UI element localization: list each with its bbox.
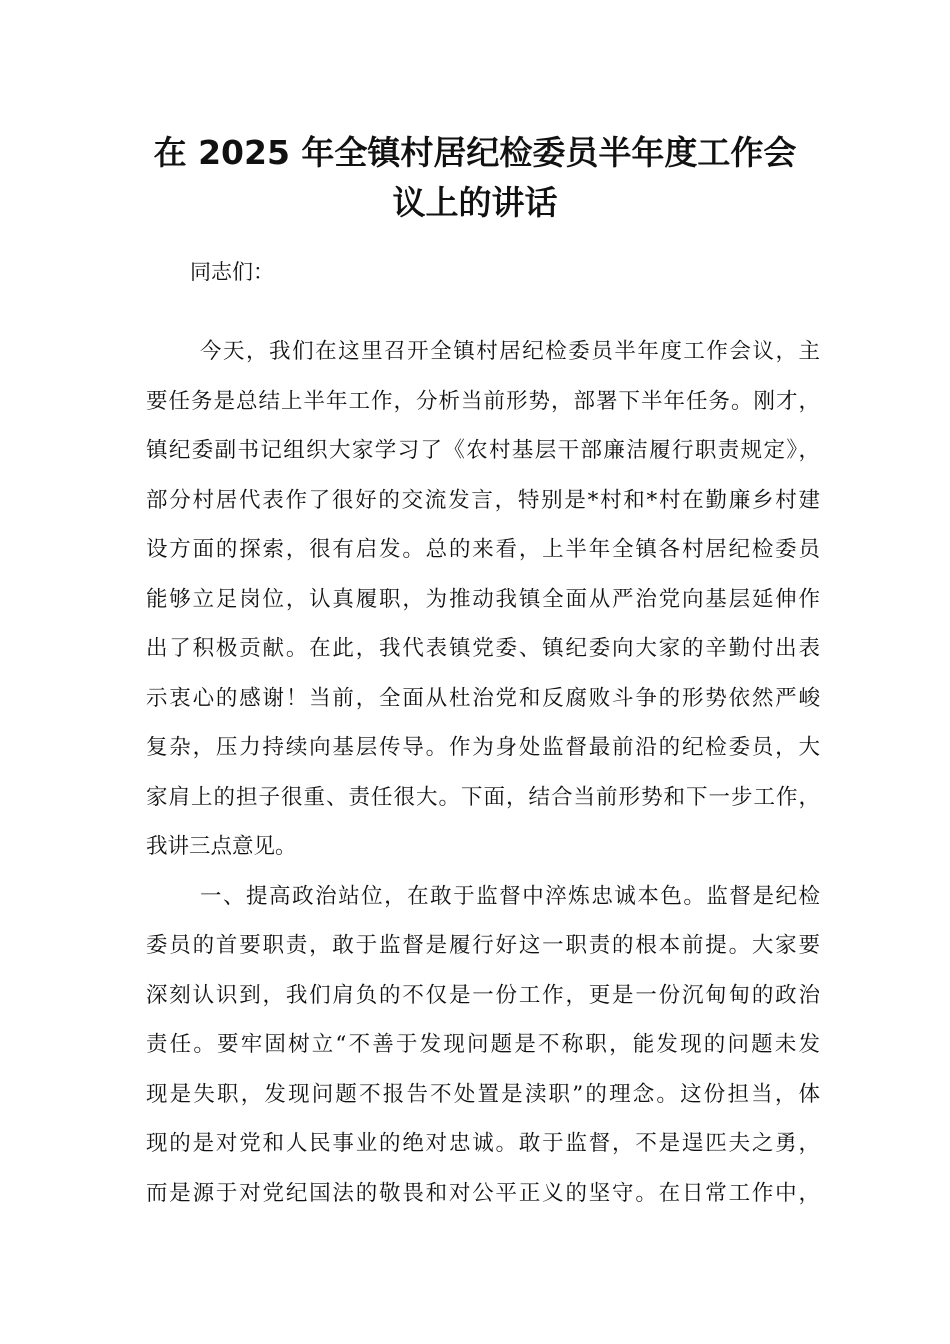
paragraph-line: 家肩上的担子很重、责任很大。下面，结合当前形势和下一步工作， (146, 784, 820, 810)
paragraph-line: 要任务是总结上半年工作，分析当前形势，部署下半年任务。刚才， (146, 388, 820, 414)
paragraph-line: 示衷心的感谢！当前，全面从杜治党和反腐败斗争的形势依然严峻 (146, 685, 820, 711)
title-line-1: 在 2025 年全镇村居纪检委员半年度工作会 (153, 133, 797, 172)
paragraph-line: 设方面的探索，很有启发。总的来看，上半年全镇各村居纪检委员 (146, 537, 820, 562)
title-line-2: 议上的讲话 (392, 183, 558, 222)
paragraph-line: 现的是对党和人民事业的绝对忠诚。敢于监督，不是逞匹夫之勇， (146, 1131, 820, 1156)
paragraph-line: 复杂，压力持续向基层传导。作为身处监督最前沿的纪检委员，大 (146, 735, 820, 760)
paragraph-line: 能够立足岗位，认真履职，为推动我镇全面从严治党向基层延伸作 (146, 586, 820, 612)
paragraph-line: 一、提高政治站位，在敢于监督中淬炼忠诚本色。监督是纪检 (200, 883, 820, 909)
paragraph-line: 镇纪委副书记组织大家学习了《农村基层干部廉洁履行职责规定》， (146, 438, 820, 463)
document-body (146, 327, 820, 1218)
paragraph-line: 而是源于对党纪国法的敬畏和对公平正义的坚守。在日常工作中， (146, 1180, 820, 1206)
paragraph-line: 出了积极贡献。在此，我代表镇党委、镇纪委向大家的辛勤付出表 (146, 636, 820, 661)
paragraph-line: 深刻认识到，我们肩负的不仅是一份工作，更是一份沉甸甸的政治 (146, 982, 820, 1008)
paragraph-line: 现是失职，发现问题不报告不处置是渎职”的理念。这份担当，体 (146, 1081, 820, 1107)
paragraph (146, 872, 820, 1219)
paragraph-line: 今天，我们在这里召开全镇村居纪检委员半年度工作会议，主 (200, 339, 820, 364)
paragraph-line: 部分村居代表作了很好的交流发言，特别是*村和*村在勤廉乡村建 (146, 487, 820, 513)
salutation: 同志们： (190, 260, 274, 284)
paragraph-line: 委员的首要职责，敢于监督是履行好这一职责的根本前提。大家要 (146, 933, 820, 958)
document-title (0, 128, 950, 228)
paragraph-line: 责任。要牢固树立“不善于发现问题是不称职，能发现的问题未发 (146, 1032, 820, 1057)
paragraph-line: 我讲三点意见。 (146, 834, 297, 859)
paragraph (146, 327, 820, 872)
